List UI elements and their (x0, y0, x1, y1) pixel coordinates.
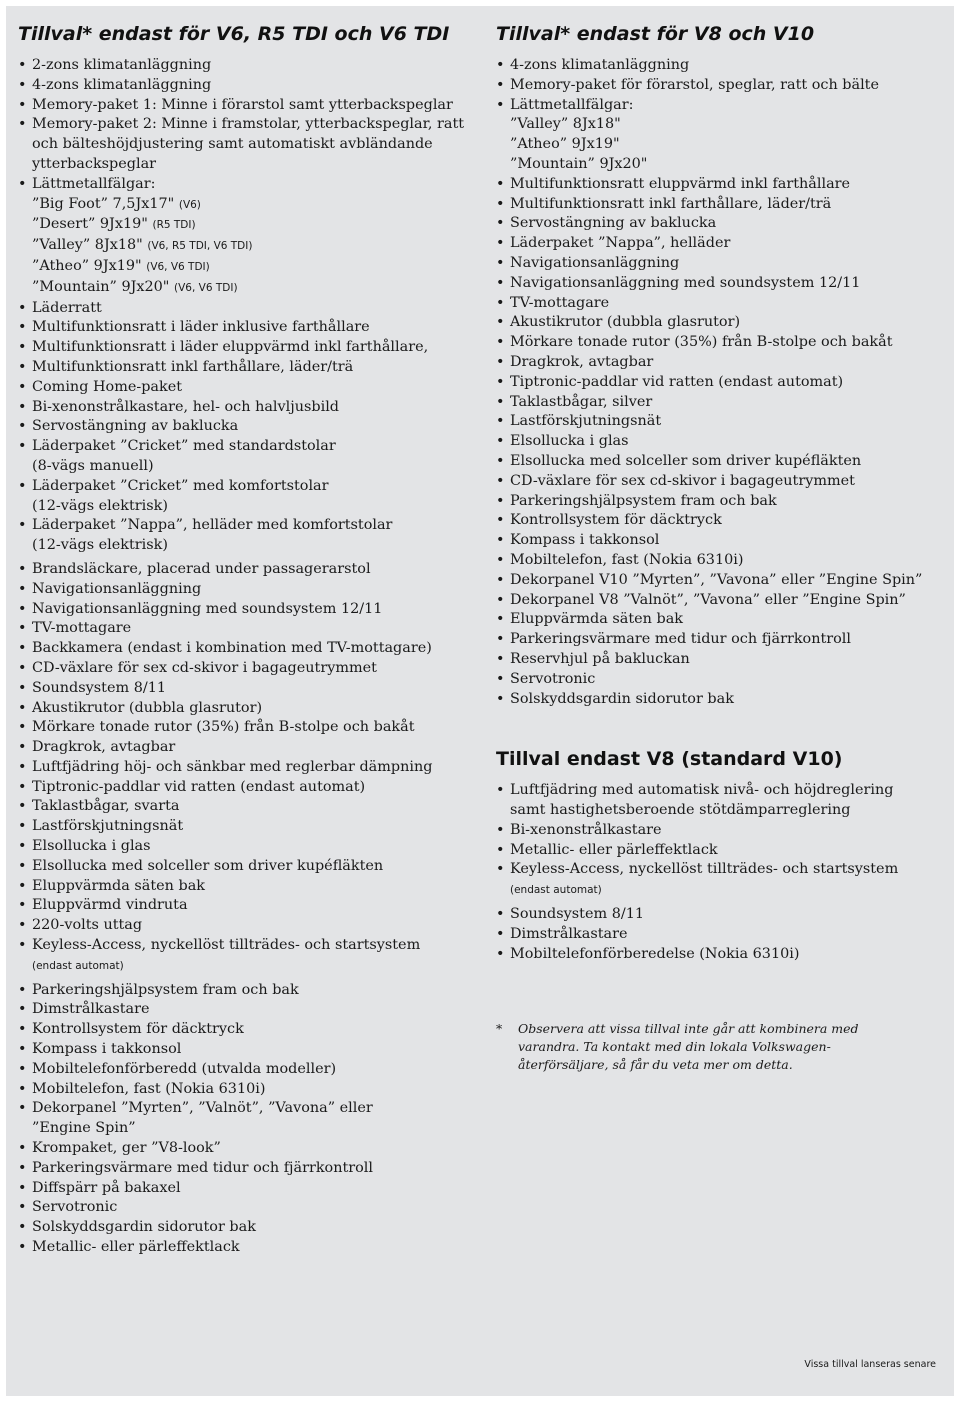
list-item (18, 936, 478, 977)
list-item (496, 56, 946, 76)
item-text: CD-växlare för sex cd-skivor i bagageutrymmet (510, 472, 855, 489)
item-text: Läderratt (32, 299, 102, 316)
item-text: Mobiltelefon, fast (Nokia 6310i) (510, 551, 744, 568)
list-item (496, 841, 946, 861)
footnote-text: Observera att vissa tillval inte går att kombinera med varandra. Ta kontakt med din lokala Volkswagen- återförsäljare, så får du veta mer om detta. (518, 1021, 859, 1073)
list-item (496, 452, 946, 472)
list-item (18, 877, 478, 897)
list-item (496, 214, 946, 234)
item-text: Tiptronic-paddlar vid ratten (endast automat) (32, 778, 366, 795)
list-item (496, 945, 946, 965)
item-text: Brandsläckare, placerad under passagerarstol (32, 560, 371, 577)
item-text: Parkeringsvärmare med tidur och fjärrkontroll (510, 631, 852, 648)
list-item (496, 393, 946, 413)
item-text: Parkeringshjälpsystem fram och bak (32, 981, 299, 998)
item-text: Diffspärr på bakaxel (32, 1179, 181, 1196)
list-item (496, 274, 946, 294)
item-text: Taklastbågar, silver (510, 393, 653, 410)
list-item (496, 670, 946, 690)
list-item (496, 821, 946, 841)
list-item (18, 619, 478, 639)
v8-option-list (496, 781, 946, 964)
left-option-list (18, 56, 478, 1258)
document-page (6, 6, 954, 1396)
list-item (496, 313, 946, 333)
list-item (496, 492, 946, 512)
list-item (496, 175, 946, 195)
sub-list-item (496, 135, 946, 155)
list-item (496, 472, 946, 492)
list-item (18, 1020, 478, 1040)
list-item (18, 1000, 478, 1020)
item-text: Bi-xenonstrålkastare (510, 821, 662, 838)
list-item (18, 299, 478, 319)
list-item (18, 437, 478, 477)
list-item (496, 234, 946, 254)
list-item (18, 115, 478, 174)
item-text: Soundsystem 8/11 (32, 679, 167, 696)
item-text: Tiptronic-paddlar vid ratten (endast automat) (510, 373, 844, 390)
list-item (18, 718, 478, 738)
list-item (18, 1139, 478, 1159)
item-text: ”Valley” 8Jx18" (32, 237, 143, 254)
right-heading: Tillval* endast för V8 och V10 (496, 23, 815, 45)
sub-list-item (496, 155, 946, 175)
item-text: Servotronic (510, 670, 596, 687)
item-text: Elsollucka i glas (510, 433, 629, 450)
list-item (18, 817, 478, 837)
item-text: Solskyddsgardin sidorutor bak (510, 690, 734, 707)
item-text: Bi-xenonstrålkastare, hel- och halvljusbild (32, 398, 340, 415)
list-item (18, 1159, 478, 1179)
item-text: Mobiltelefon, fast (Nokia 6310i) (32, 1080, 266, 1097)
list-item (18, 981, 478, 1001)
item-text: ”Valley” 8Jx18" (510, 116, 621, 133)
item-text: Kompass i takkonsol (32, 1041, 182, 1058)
item-text: Kompass i takkonsol (510, 532, 660, 549)
list-item (18, 1080, 478, 1100)
item-model-note: (V6, R5 TDI, V6 TDI) (147, 240, 253, 253)
item-text: 4-zons klimatanläggning (510, 57, 690, 73)
item-text: ”Atheo” 9Jx19" (32, 257, 142, 274)
list-item (18, 477, 478, 517)
item-text: Dragkrok, avtagbar (510, 353, 654, 370)
list-item (18, 639, 478, 659)
item-text: TV-mottagare (510, 294, 610, 311)
item-text: Läderpaket ”Cricket” med standardstolar (8-vägs manuell) (32, 438, 336, 474)
item-text: Dimstrålkastare (32, 1001, 150, 1018)
item-text: CD-växlare för sex cd-skivor i bagageutrymmet (32, 659, 377, 676)
sub-list-item (18, 278, 478, 299)
list-item (18, 1198, 478, 1218)
item-text: Lastförskjutningsnät (32, 818, 184, 835)
left-column (18, 20, 478, 1258)
sub-list-item (18, 257, 478, 278)
item-text: Keyless-Access, nyckellöst tillträdes- och startsystem (32, 937, 421, 954)
list-item (496, 551, 946, 571)
list-item (496, 905, 946, 925)
list-item (18, 580, 478, 600)
list-item (18, 318, 478, 338)
list-item (496, 333, 946, 353)
launch-note: Vissa tillval lanseras senare (804, 1359, 936, 1370)
item-text: Akustikrutor (dubbla glasrutor) (510, 314, 741, 331)
item-sub-note: (endast automat) (510, 884, 602, 897)
list-item (496, 781, 946, 821)
footnote-mark: * (496, 1021, 503, 1037)
item-text: Parkeringsvärmare med tidur och fjärrkontroll (32, 1159, 374, 1176)
list-item (496, 925, 946, 945)
list-item (18, 1040, 478, 1060)
item-text: ”Mountain” 9Jx20" (510, 155, 648, 172)
list-item (18, 76, 478, 96)
list-item (496, 353, 946, 373)
item-text: Lättmetallfälgar: (510, 96, 634, 113)
item-text: Krompaket, ger ”V8-look” (32, 1140, 221, 1157)
sub-list-item (18, 195, 478, 216)
list-item (496, 254, 946, 274)
item-text: Dekorpanel V10 ”Myrten”, ”Vavona” eller ”Engine Spin” (510, 571, 923, 588)
item-text: ”Big Foot” 7,5Jx17" (32, 195, 175, 212)
list-item (496, 531, 946, 551)
item-text: Servostängning av baklucka (510, 215, 717, 232)
item-text: ”Mountain” 9Jx20" (32, 278, 170, 295)
list-item (496, 610, 946, 630)
list-item (18, 1218, 478, 1238)
list-item (18, 738, 478, 758)
list-item (496, 571, 946, 591)
item-text: Navigationsanläggning med soundsystem 12/11 (32, 600, 383, 617)
list-item (18, 837, 478, 857)
item-text: Akustikrutor (dubbla glasrutor) (32, 699, 263, 716)
item-text: Dekorpanel ”Myrten”, ”Valnöt”, ”Vavona” eller ”Engine Spin” (32, 1100, 373, 1137)
item-text: Läderpaket ”Cricket” med komfortstolar (12-vägs elektrisk) (32, 477, 329, 514)
list-item (18, 378, 478, 398)
item-text: Eluppvärmd vindruta (32, 897, 188, 914)
item-text: Multifunktionsratt i läder inklusive farthållare (32, 319, 370, 336)
list-item (18, 778, 478, 798)
item-text: Navigationsanläggning (32, 580, 202, 597)
item-text: Multifunktionsratt inkl farthållare, läder/trä (32, 358, 354, 375)
list-item (496, 294, 946, 314)
sub-list-item (18, 236, 478, 257)
item-text: Läderpaket ”Nappa”, helläder med komfortstolar (12-vägs elektrisk) (32, 517, 393, 554)
list-item (18, 600, 478, 620)
item-text: Multifunktionsratt inkl farthållare, läder/trä (510, 195, 832, 212)
item-text: Luftfjädring höj- och sänkbar med reglerbar dämpning (32, 758, 433, 775)
item-text: Elsollucka med solceller som driver kupéfläkten (510, 452, 862, 469)
item-text: Luftfjädring med automatisk nivå- och höjdreglering samt hastighetsberoende stötdämparreglering (510, 782, 894, 819)
item-text: Navigationsanläggning (510, 254, 680, 271)
item-model-note: (R5 TDI) (152, 219, 196, 232)
list-item (18, 758, 478, 778)
list-item (18, 896, 478, 916)
list-item (18, 560, 478, 580)
list-item (18, 516, 478, 556)
item-text: Memory-paket för förarstol, speglar, ratt och bälte (510, 76, 879, 93)
right-option-list (496, 56, 946, 709)
item-text: Memory-paket 2: Minne i framstolar, ytterbackspeglar, ratt och bälteshöjdjustering samt automatiskt avbländande ytterbackspeglar (32, 116, 465, 172)
list-item (496, 511, 946, 531)
sub-list-item (18, 215, 478, 236)
list-item (496, 76, 946, 96)
item-text: Taklastbågar, svarta (32, 798, 180, 815)
item-text: Elsollucka i glas (32, 838, 151, 855)
list-item (18, 358, 478, 378)
item-text: 4-zons klimatanläggning (32, 76, 212, 93)
item-text: 220-volts uttag (32, 917, 143, 934)
item-model-note: (V6) (178, 198, 201, 211)
list-item (18, 1238, 478, 1258)
item-text: Keyless-Access, nyckellöst tillträdes- och startsystem (510, 861, 899, 878)
list-item (18, 699, 478, 719)
list-item (18, 916, 478, 936)
item-text: Eluppvärmda säten bak (32, 877, 206, 894)
item-text: Solskyddsgardin sidorutor bak (32, 1219, 256, 1236)
item-text: Kontrollsystem för däcktryck (510, 512, 722, 529)
item-text: ”Atheo” 9Jx19" (510, 136, 620, 153)
item-text: Lättmetallfälgar: (32, 175, 156, 192)
list-item (18, 338, 478, 358)
item-text: ”Desert” 9Jx19" (32, 216, 148, 233)
footnote (496, 1020, 946, 1074)
list-item (18, 398, 478, 418)
left-heading: Tillval* endast för V6, R5 TDI och V6 TDI (18, 23, 450, 45)
item-text: Soundsystem 8/11 (510, 906, 645, 923)
sub-list-item (496, 115, 946, 135)
item-text: Dragkrok, avtagbar (32, 739, 176, 756)
item-text: Mobiltelefonförberedd (utvalda modeller) (32, 1060, 337, 1077)
list-item (18, 1060, 478, 1080)
item-text: Servostängning av baklucka (32, 418, 239, 435)
item-text: Memory-paket 1: Minne i förarstol samt ytterbackspeglar (32, 96, 453, 113)
list-item (18, 1179, 478, 1199)
list-item (18, 797, 478, 817)
list-item (18, 56, 478, 76)
list-item (18, 417, 478, 437)
list-item (496, 412, 946, 432)
item-text: Kontrollsystem för däcktryck (32, 1021, 244, 1038)
item-text: Multifunktionsratt i läder eluppvärmd inkl farthållare, (32, 339, 429, 356)
item-text: Mobiltelefonförberedelse (Nokia 6310i) (510, 945, 800, 962)
item-text: Parkeringshjälpsystem fram och bak (510, 492, 777, 509)
item-text: Mörkare tonade rutor (35%) från B-stolpe och bakåt (510, 334, 893, 351)
item-text: Eluppvärmda säten bak (510, 611, 684, 628)
item-model-note: (V6, V6 TDI) (174, 281, 238, 294)
list-item (18, 857, 478, 877)
list-item (18, 175, 478, 195)
item-text: Coming Home-paket (32, 378, 183, 395)
item-text: 2-zons klimatanläggning (32, 57, 212, 73)
item-text: Metallic- eller pärleffektlack (32, 1239, 240, 1256)
list-item (496, 690, 946, 710)
item-text: Servotronic (32, 1199, 118, 1216)
list-item (496, 373, 946, 393)
item-text: Mörkare tonade rutor (35%) från B-stolpe och bakåt (32, 719, 415, 736)
list-item (496, 96, 946, 116)
list-item (18, 1099, 478, 1139)
list-item (496, 860, 946, 901)
item-text: Elsollucka med solceller som driver kupéfläkten (32, 857, 384, 874)
list-item (496, 195, 946, 215)
list-item (18, 659, 478, 679)
item-sub-note: (endast automat) (32, 959, 124, 972)
list-item (18, 96, 478, 116)
list-item (18, 679, 478, 699)
list-item (496, 630, 946, 650)
list-item (496, 432, 946, 452)
list-item (496, 650, 946, 670)
item-text: Navigationsanläggning med soundsystem 12/11 (510, 274, 861, 291)
item-text: Backkamera (endast i kombination med TV-mottagare) (32, 640, 432, 657)
item-text: Dimstrålkastare (510, 925, 628, 942)
item-text: Lastförskjutningsnät (510, 413, 662, 430)
item-text: Multifunktionsratt eluppvärmd inkl farthållare (510, 175, 851, 192)
right-column (496, 20, 946, 1074)
item-text: Dekorpanel V8 ”Valnöt”, ”Vavona” eller ”Engine Spin” (510, 591, 906, 608)
v8-heading: Tillval endast V8 (standard V10) (496, 748, 843, 771)
item-model-note: (V6, V6 TDI) (146, 260, 210, 273)
item-text: TV-mottagare (32, 620, 132, 637)
list-item (496, 591, 946, 611)
item-text: Reservhjul på bakluckan (510, 650, 690, 667)
item-text: Metallic- eller pärleffektlack (510, 841, 718, 858)
item-text: Läderpaket ”Nappa”, helläder (510, 235, 731, 252)
